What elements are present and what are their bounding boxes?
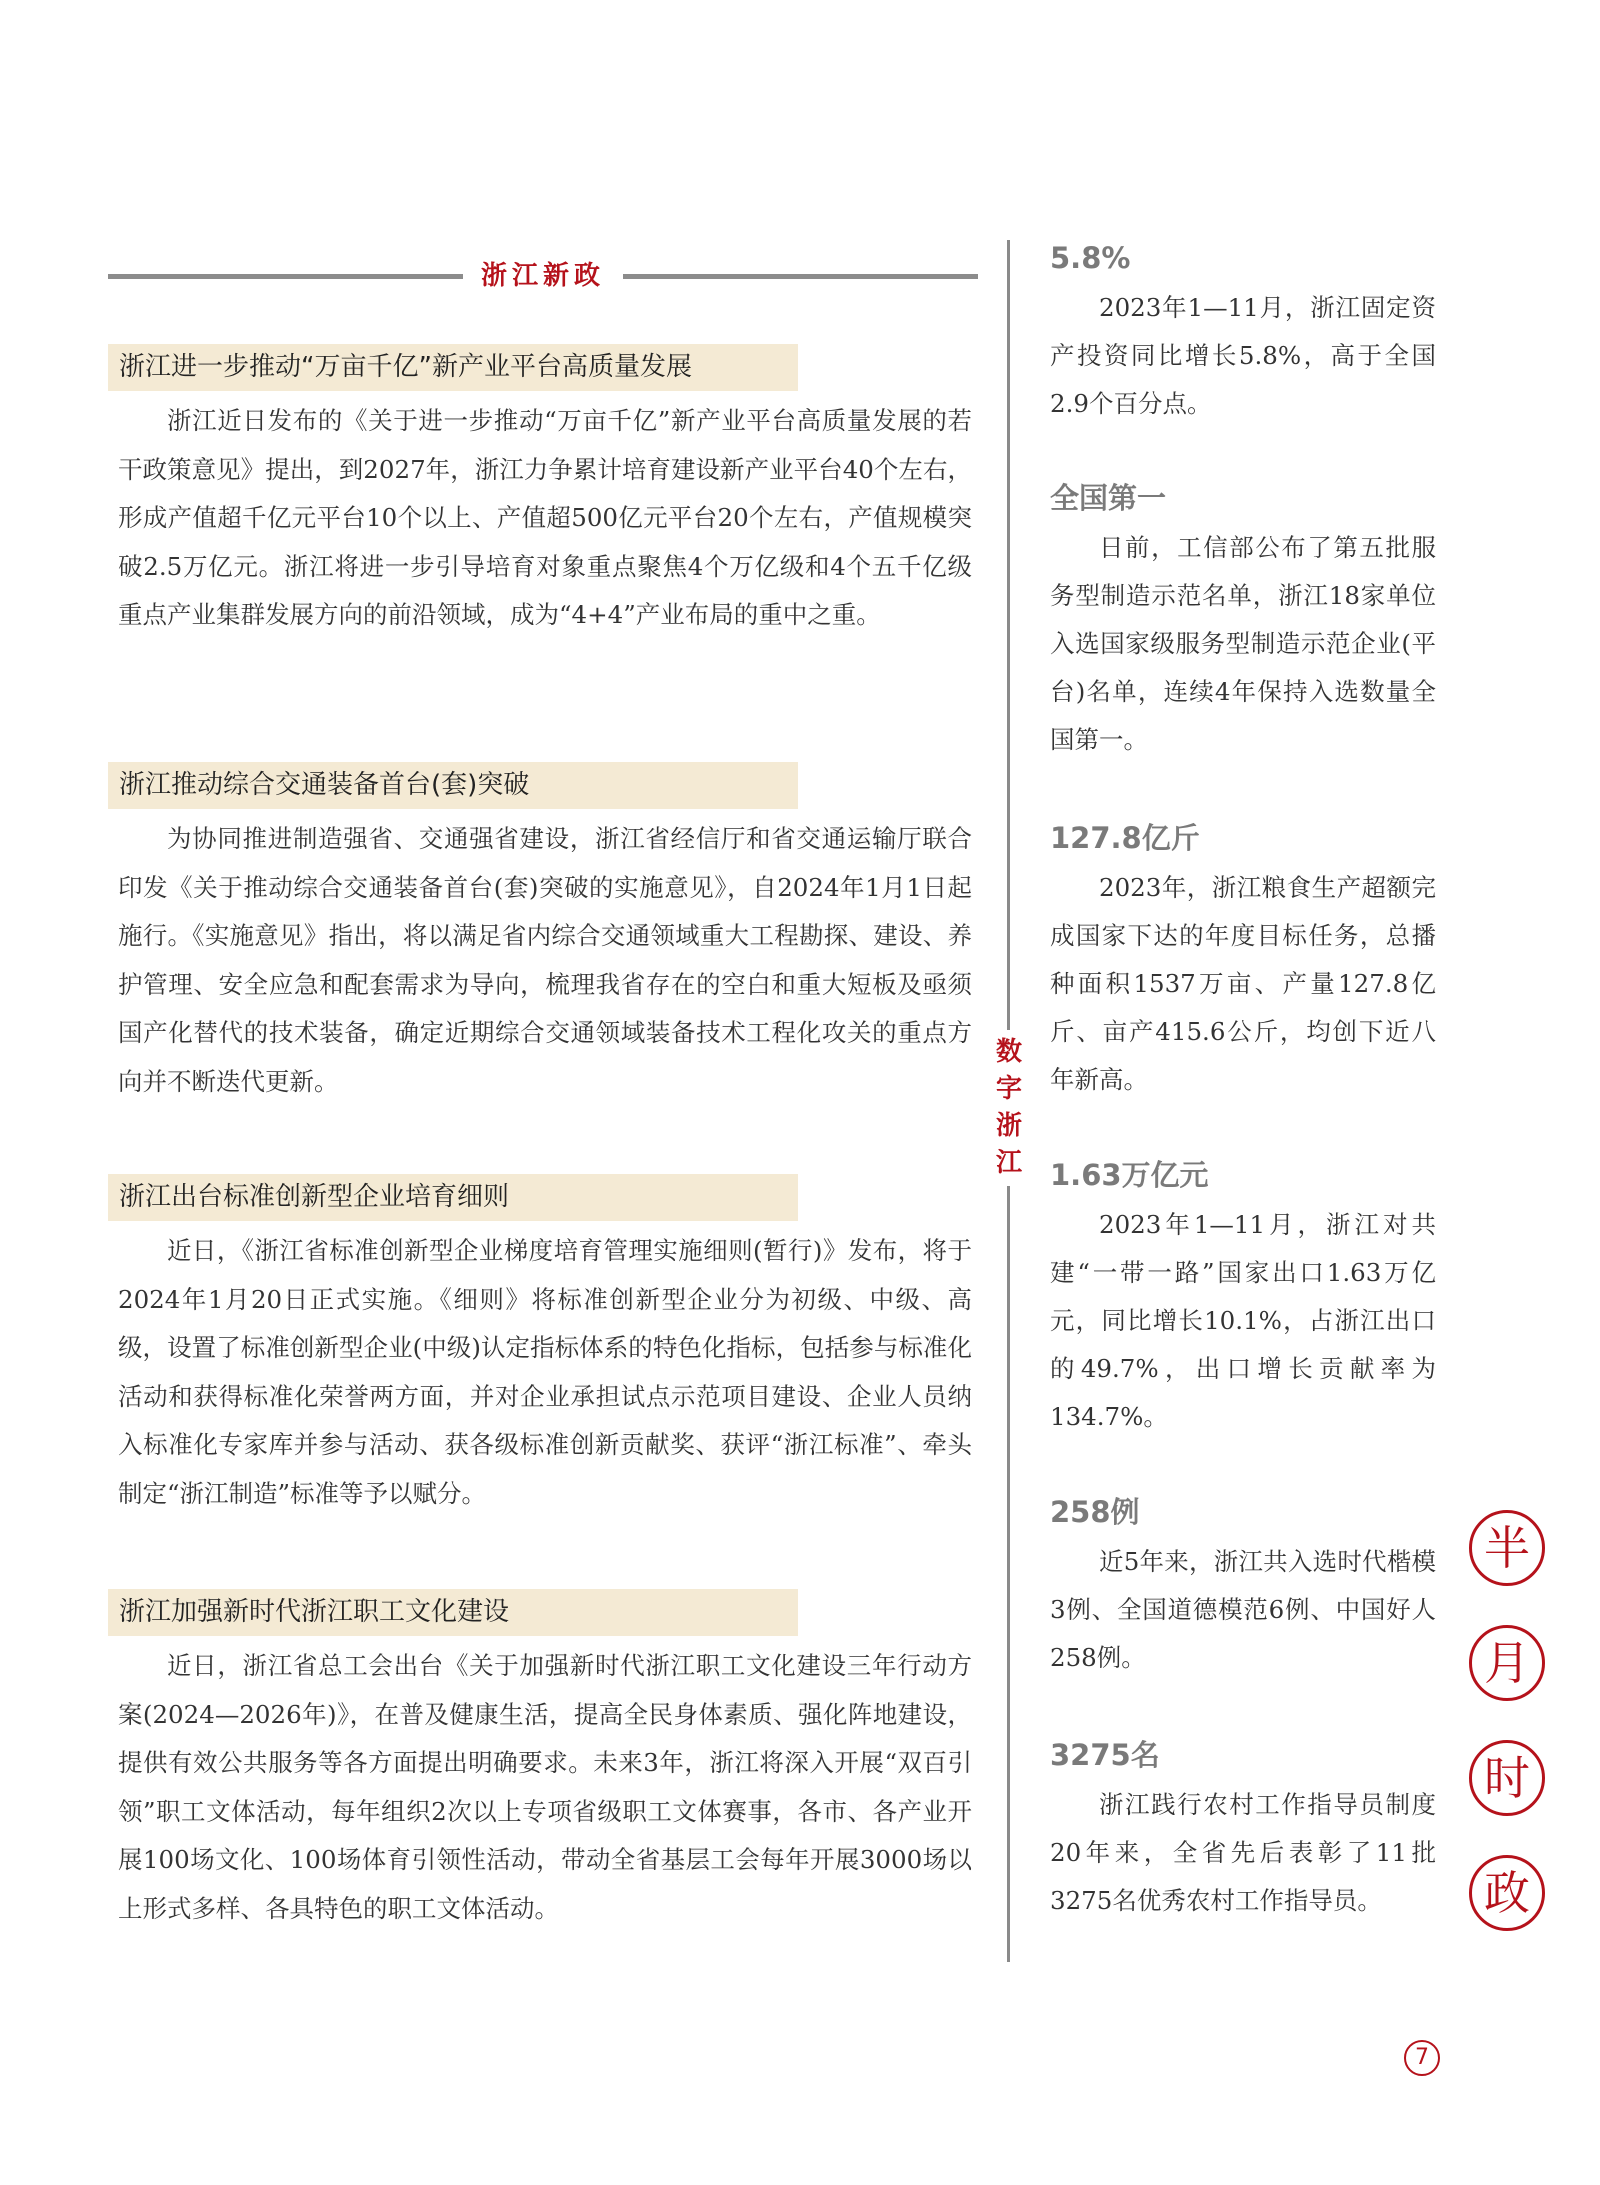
fact-item [1050,478,1436,764]
article-body: 浙江近日发布的《关于进一步推动“万亩千亿”新产业平台高质量发展的若干政策意见》提出，到2027年，浙江力争累计培育建设新产业平台40个左右，形成产值超千亿元平台10个以上、产值超500亿元平台20个左右，产值规模突破2.5万亿元。浙江将进一步引导培育对象重点聚焦4个万亿级和4个五千亿级重点产业集群发展方向的前沿领域，成为“4+4”产业布局的重中之重。 [118,406,972,629]
fact-item [1050,238,1436,428]
fact-item [1050,818,1436,1104]
fact-headline: 258例 [1050,1495,1140,1529]
fact-body: 近5年来，浙江共入选时代楷模3例、全国道德模范6例、中国好人258例。 [1050,1547,1436,1672]
fact-body: 2023年1—11月，浙江固定资产投资同比增长5.8%，高于全国2.9个百分点。 [1050,293,1436,418]
side-label-char: 浙 [995,1111,1022,1141]
fact-item [1050,1735,1436,1925]
page-number: 7 [1404,2040,1440,2076]
fact-headline: 全国第一 [1050,481,1167,515]
article-title: 浙江进一步推动“万亩千亿”新产业平台高质量发展 [108,344,798,391]
article-title: 浙江加强新时代浙江职工文化建设 [108,1589,798,1636]
side-label-char: 数 [995,1037,1022,1067]
fact-body: 2023年1—11月，浙江对共建“一带一路”国家出口1.63万亿元，同比增长10.1%，占浙江出口的49.7%，出口增长贡献率为134.7%。 [1050,1210,1436,1431]
fact-headline: 5.8% [1050,241,1131,275]
fact-headline: 127.8亿斤 [1050,821,1200,855]
section-header [108,258,978,294]
header-rule-right [623,274,978,279]
seal-char: 半 [1469,1510,1545,1586]
article-body: 为协同推进制造强省、交通强省建设，浙江省经信厅和省交通运输厅联合印发《关于推动综合交通装备首台(套)突破的实施意见》，自2024年1月1日起施行。《实施意见》指出，将以满足省内综合交通领域重大工程勘探、建设、养护管理、安全应急和配套需求为导向，梳理我省存在的空白和重大短板及亟须国产化替代的技术装备，确定近期综合交通领域装备技术工程化攻关的重点方向并不断迭代更新。 [118,824,972,1096]
column-title-seals [1469,1510,1545,1970]
fact-item [1050,1155,1436,1441]
fact-headline: 3275名 [1050,1738,1160,1772]
seal-char: 时 [1469,1740,1545,1816]
article-1 [108,344,978,640]
article-body: 近日，浙江省总工会出台《关于加强新时代浙江职工文化建设三年行动方案(2024—2026年)》，在普及健康生活，提高全民身体素质、强化阵地建设，提供有效公共服务等各方面提出明确要求。未来3年，浙江将深入开展“双百引领”职工文体活动，每年组织2次以上专项省级职工文体赛事，各市、各产业开展100场文化、100场体育引领性活动，带动全省基层工会每年开展3000场以上形式多样、各具特色的职工文体活动。 [118,1651,972,1923]
header-rule-left [108,274,463,279]
fact-body: 2023年，浙江粮食生产超额完成国家下达的年度目标任务，总播种面积1537万亩、产量127.8亿斤、亩产415.6公斤，均创下近八年新高。 [1050,873,1436,1094]
fact-item [1050,1492,1436,1682]
article-title: 浙江推动综合交通装备首台(套)突破 [108,762,798,809]
fact-headline: 1.63万亿元 [1050,1158,1209,1192]
side-label [994,1030,1024,1186]
article-4 [108,1589,978,1933]
side-label-char: 江 [995,1148,1022,1178]
side-label-char: 字 [995,1074,1022,1104]
seal-char: 月 [1469,1625,1545,1701]
fact-body: 浙江践行农村工作指导员制度20年来，全省先后表彰了11批3275名优秀农村工作指导员。 [1050,1790,1436,1915]
seal-char: 政 [1469,1855,1545,1931]
article-title: 浙江出台标准创新型企业培育细则 [108,1174,798,1221]
section-title: 浙江新政 [480,261,605,291]
article-2 [108,762,978,1106]
article-3 [108,1174,978,1518]
article-body: 近日，《浙江省标准创新型企业梯度培育管理实施细则(暂行)》发布，将于2024年1月20日正式实施。《细则》将标准创新型企业分为初级、中级、高级，设置了标准创新型企业(中级)认定指标体系的特色化指标，包括参与标准化活动和获得标准化荣誉两方面，并对企业承担试点示范项目建设、企业人员纳入标准化专家库并参与活动、获各级标准创新贡献奖、获评“浙江标准”、牵头制定“浙江制造”标准等予以赋分。 [118,1236,972,1508]
fact-body: 日前，工信部公布了第五批服务型制造示范名单，浙江18家单位入选国家级服务型制造示范企业(平台)名单，连续4年保持入选数量全国第一。 [1050,533,1436,754]
